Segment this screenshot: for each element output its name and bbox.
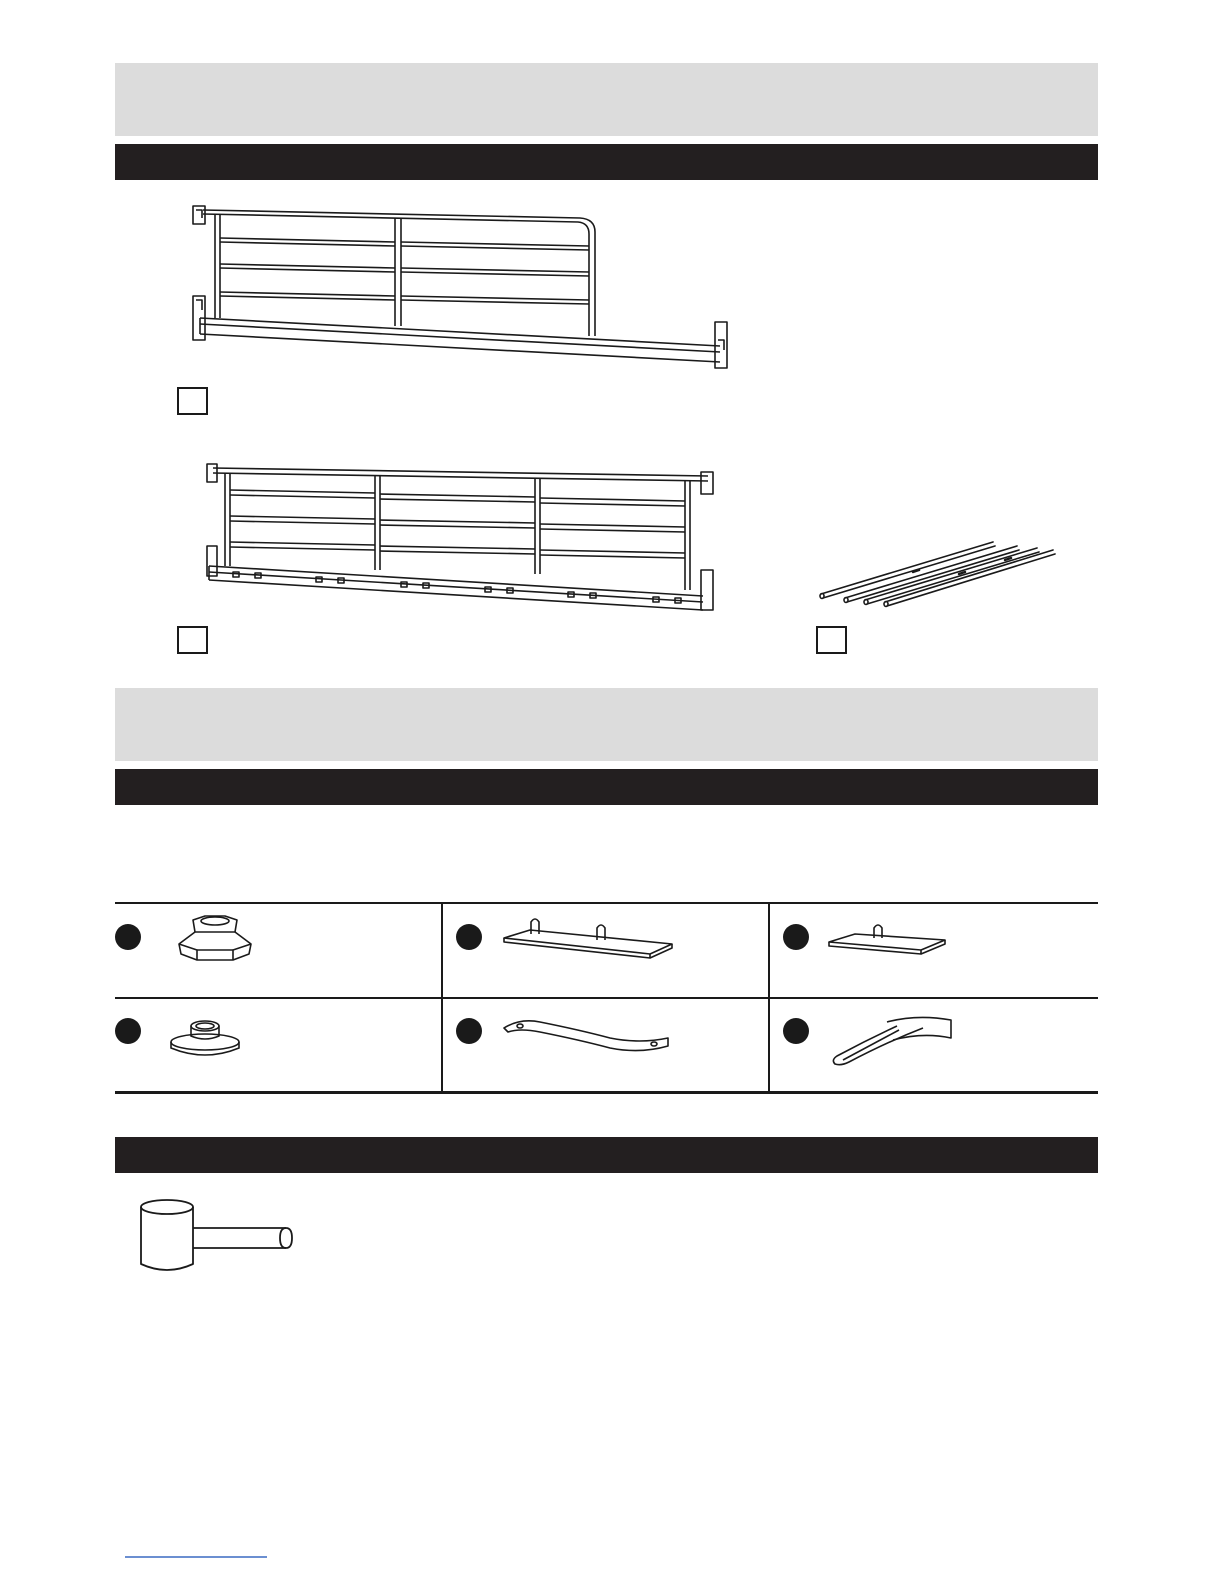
slat-rods-label-box — [816, 626, 847, 654]
end-rail-label-box — [177, 626, 208, 654]
side-rail-illustration — [185, 200, 745, 380]
frame-parts-header-bar — [115, 144, 1098, 180]
short-plate-one-pin-icon — [825, 922, 950, 963]
hardware-header-bar — [115, 769, 1098, 805]
hardware-table — [115, 902, 1098, 1094]
hardware-bullet — [115, 1018, 141, 1044]
allen-key-icon — [827, 1012, 957, 1073]
curved-strap-icon — [500, 1016, 675, 1061]
slat-rods-illustration — [815, 536, 1060, 611]
tools-header-bar — [115, 1137, 1098, 1173]
long-plate-two-pins-icon — [500, 914, 675, 967]
hardware-table-divider — [115, 997, 1098, 999]
hardware-bullet — [783, 924, 809, 950]
frame-parts-title-band — [115, 63, 1098, 136]
hardware-bullet — [115, 924, 141, 950]
round-washer-cap-icon — [167, 1018, 247, 1065]
footer-link-underline[interactable] — [125, 1556, 267, 1558]
hex-cap-icon — [175, 914, 255, 967]
hardware-bullet — [456, 924, 482, 950]
hardware-bullet — [783, 1018, 809, 1044]
end-rail-illustration — [203, 462, 723, 622]
hardware-bullet — [456, 1018, 482, 1044]
side-rail-label-box — [177, 387, 208, 415]
mallet-icon — [138, 1198, 298, 1283]
hardware-title-band — [115, 688, 1098, 761]
